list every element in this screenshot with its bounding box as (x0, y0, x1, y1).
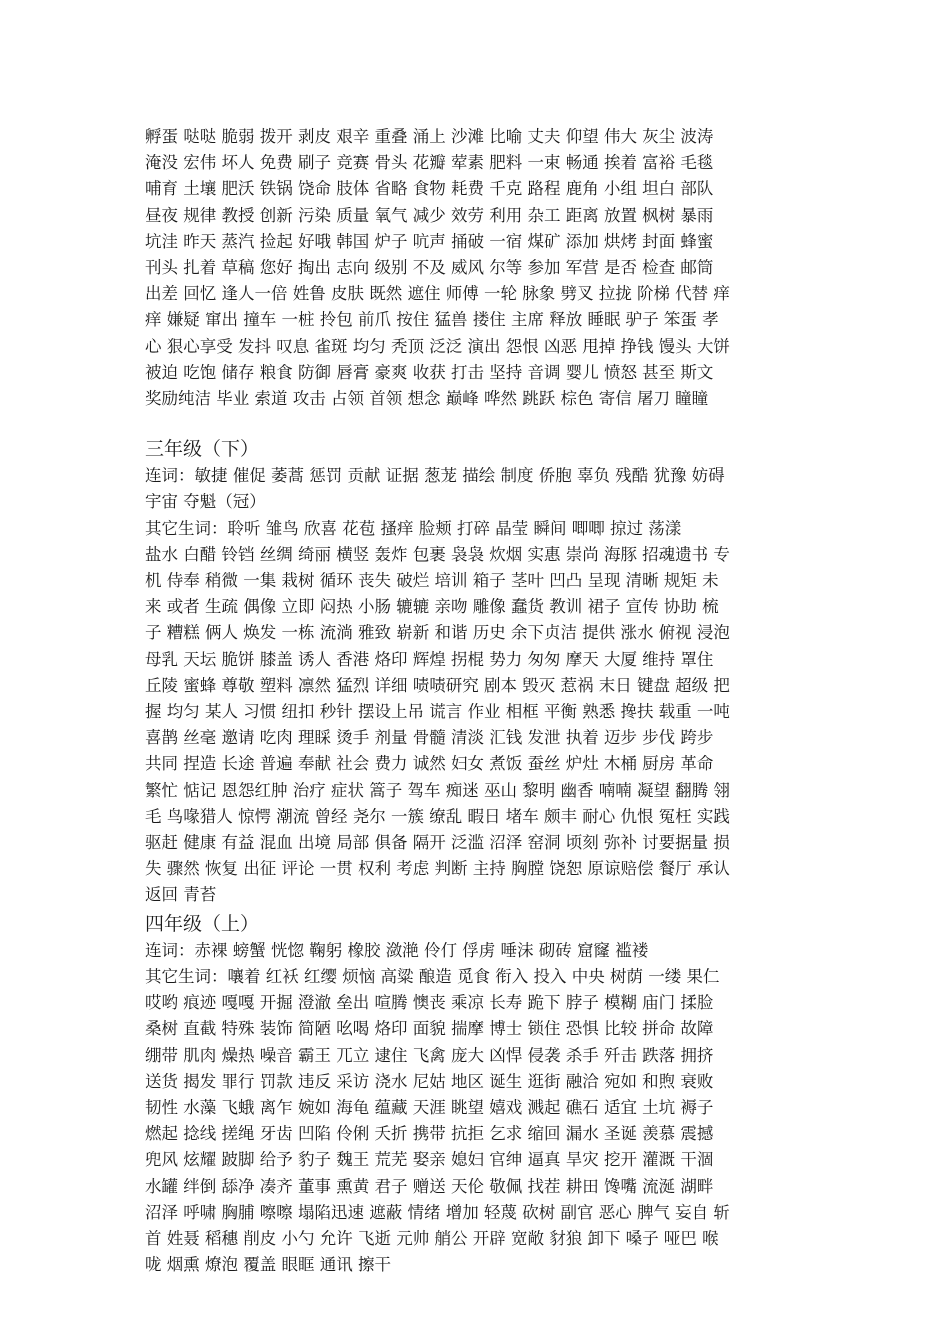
word-line: 奖励纯洁 毕业 索道 攻击 占领 首领 想念 巅峰 哗然 跳跃 棕色 寄信 屠刀 瞳瞳 (145, 389, 709, 409)
word-line: 盐水 白醋 铃铛 丝绸 绮丽 横竖 轰炸 包裹 袅袅 炊烟 实惠 崇尚 海豚 招魂遗书 专 (145, 544, 730, 564)
word-line: 咙 烟熏 燎泡 覆盖 眼眶 通讯 擦干 (145, 1255, 391, 1275)
word-line: 驱赶 健康 有益 混血 出境 局部 俱备 隔开 泛滥 沼泽 窑洞 顷刻 弥补 讨要据量 损 (145, 833, 730, 853)
word-line: 宇宙 夺魁（冠） (145, 492, 266, 512)
word-line: 失 骤然 恢复 出征 评论 一贯 权利 考虑 判断 主持 胸膛 饶恕 原谅赔偿 餐厅 承认 (145, 859, 730, 879)
word-line: 其它生词：嚷着 红袄 红缨 烦恼 高粱 酿造 觅食 衔入 投入 中央 树荫 一缕 果仁 (145, 966, 720, 986)
word-line: 坑洼 昨天 蒸汽 捡起 好哦 韩国 炉子 吭声 捅破 一宿 煤矿 添加 烘烤 封面 蜂蜜 (145, 231, 714, 251)
word-line: 其它生词：聆听 雏鸟 欣喜 花苞 搔痒 脸颊 打碎 晶莹 瞬间 唧唧 掠过 荡漾 (145, 518, 682, 538)
word-line: 哎哟 痕迹 嘎嘎 开掘 澄澈 垒出 喧腾 懊丧 乘凉 长寿 跪下 脖子 模糊 庙门 揉脸 (145, 993, 714, 1013)
word-line: 丘陵 蜜蜂 尊敬 塑料 凛然 猛烈 详细 啧啧研究 剧本 毁灭 惹祸 末日 键盘 超级 把 (145, 675, 730, 695)
section-heading-grade4-upper: 四年级（上） (145, 912, 260, 935)
word-line: 兜风 炫耀 跛脚 给予 豹子 魏王 荒芜 娶亲 媳妇 官绅 逼真 旱灾 挖开 灌溉 干涸 (145, 1150, 714, 1170)
conjunction-words (145, 463, 815, 515)
word-line: 沼泽 呼啸 胸脯 嚓嚓 塌陷迅速 遮蔽 情绪 增加 轻蔑 砍树 副官 恶心 脾气 妄自 斩 (145, 1202, 730, 1222)
word-line: 子 糟糕 俩人 焕发 一栋 流淌 雅致 崭新 和谐 历史 余下贞洁 提供 涨水 俯视 浸泡 (145, 623, 730, 643)
word-line: 喜鹊 丝毫 邀请 吃肉 理睬 烫手 剂量 骨髓 清淡 汇钱 发泄 执着 迈步 步伐 跨步 (145, 728, 714, 748)
word-line: 淹没 宏伟 坏人 免费 刷子 竞赛 骨头 花瓣 荤素 肥料 一束 畅通 挨着 富裕 毛毯 (145, 153, 714, 173)
word-line: 来 或者 生疏 偶像 立即 闷热 小肠 辘辘 亲吻 雕像 蠢货 教训 裙子 宣传 协助 梳 (145, 597, 719, 617)
word-line: 繁忙 惦记 恩怨红肿 治疗 症状 篙子 驾车 痴迷 巫山 黎明 幽香 喃喃 凝望 翻腾 翎 (145, 780, 730, 800)
word-line: 心 狠心享受 发抖 叹息 雀斑 均匀 秃顶 泛泛 演出 怨恨 凶恶 甩掉 挣钱 馒头 大饼 (145, 336, 730, 356)
word-line: 握 均匀 某人 习惯 纽扣 秒针 摆设上吊 谎言 作业 相框 平衡 熟悉 搀扶 载重 一吨 (145, 702, 730, 722)
section-heading-grade3-lower: 三年级（下） (145, 438, 260, 461)
word-line: 首 姓聂 稻穗 削皮 小勺 允许 飞逝 元帅 艄公 开辟 宽敞 豺狼 卸下 嗓子 哑巴 喉 (145, 1228, 719, 1248)
word-line: 连词：敏捷 催促 萎蒿 惩罚 贡献 证据 葱茏 描绘 制度 侨胞 辜负 残酷 犹豫 妨碍 (145, 466, 725, 486)
word-line: 韧性 水藻 飞蛾 离乍 婉如 海龟 蕴藏 天涯 眺望 嬉戏 溅起 礁石 适宜 土坑 褥子 (145, 1097, 714, 1117)
word-line: 昼夜 规律 教授 创新 污染 质量 氧气 减少 效劳 利用 杂工 距离 放置 枫树 暴雨 (145, 205, 714, 225)
word-line: 母乳 天坛 脆饼 膝盖 诱人 香港 烙印 辉煌 拐棍 势力 匆匆 摩天 大厦 维持 罩住 (145, 649, 714, 669)
word-line: 刊头 扎着 草稿 您好 掏出 志向 级别 不及 威风 尔等 参加 军营 是否 检查 邮筒 (145, 258, 714, 278)
grade3-upper-word-list (145, 124, 815, 412)
other-new-words (145, 964, 815, 1278)
word-line: 水罐 绊倒 舔净 凑齐 董事 熏黄 君子 赠送 天伦 敬佩 找茬 耕田 馋嘴 流涎 湖畔 (145, 1176, 714, 1196)
word-line: 送货 揭发 罪行 罚款 违反 采访 浇水 尼姑 地区 诞生 逛街 融洽 宛如 和煦 衰败 (145, 1071, 714, 1091)
word-line: 出差 回忆 逢人一倍 姓鲁 皮肤 既然 遮住 师傅 一轮 脉象 劈叉 拉拢 阶梯 代替 痒 (145, 284, 730, 304)
word-line: 哺育 土壤 肥沃 铁锅 饶命 肢体 省略 食物 耗费 千克 路程 鹿角 小组 坦白 部队 (145, 179, 714, 199)
word-line: 机 侍奉 稍微 一集 栽树 循环 丧失 破烂 培训 箱子 茎叶 凹凸 呈现 清晰 规矩 未 (145, 571, 719, 591)
word-line: 被迫 吃饱 储存 粮食 防御 唇膏 豪爽 收获 打击 坚持 音调 婴儿 愤怒 甚至 斯文 (145, 362, 714, 382)
grade3-lower-section (145, 436, 815, 908)
conjunction-words (145, 938, 815, 964)
word-line: 返回 青苔 (145, 885, 217, 905)
word-line: 桑树 直截 特殊 装饰 简陋 吆喝 烙印 面貌 揣摩 博士 锁住 恐惧 比较 拼命 故障 (145, 1019, 714, 1039)
word-line: 痒 嫌疑 窜出 撞车 一桩 拎包 前爪 按住 猛兽 搂住 主席 释放 睡眠 驴子 笨蛋 孝 (145, 310, 719, 330)
word-line: 绷带 肌肉 燥热 噪音 霸王 兀立 逮住 飞禽 庞大 凶悍 侵袭 杀手 歼击 跌落 拥挤 (145, 1045, 714, 1065)
word-line: 共同 捏造 长途 普遍 奉献 社会 费力 诚然 妇女 煮饭 蚕丝 炉灶 木桶 厨房 革命 (145, 754, 714, 774)
word-line: 毛 鸟喙猎人 惊愕 潮流 曾经 尧尔 一簇 缭乱 暇日 堵车 颇丰 耐心 仇恨 冤枉 实践 (145, 806, 730, 826)
other-new-words (145, 516, 815, 909)
grade4-upper-section (145, 911, 815, 1279)
word-line: 燃起 捻线 搓绳 牙齿 凹陷 伶俐 夭折 携带 抗拒 乞求 缩回 漏水 圣诞 羡慕 震撼 (145, 1124, 714, 1144)
word-line: 连词：赤裸 螃蟹 恍惚 鞠躬 橡胶 潋滟 伶仃 俘虏 唾沫 砌砖 窟窿 褴褛 (145, 940, 649, 960)
word-line: 孵蛋 哒哒 脆弱 拨开 剥皮 艰辛 重叠 涌上 沙滩 比喻 丈夫 仰望 伟大 灰尘 波涛 (145, 127, 714, 146)
document-page (145, 124, 815, 1278)
